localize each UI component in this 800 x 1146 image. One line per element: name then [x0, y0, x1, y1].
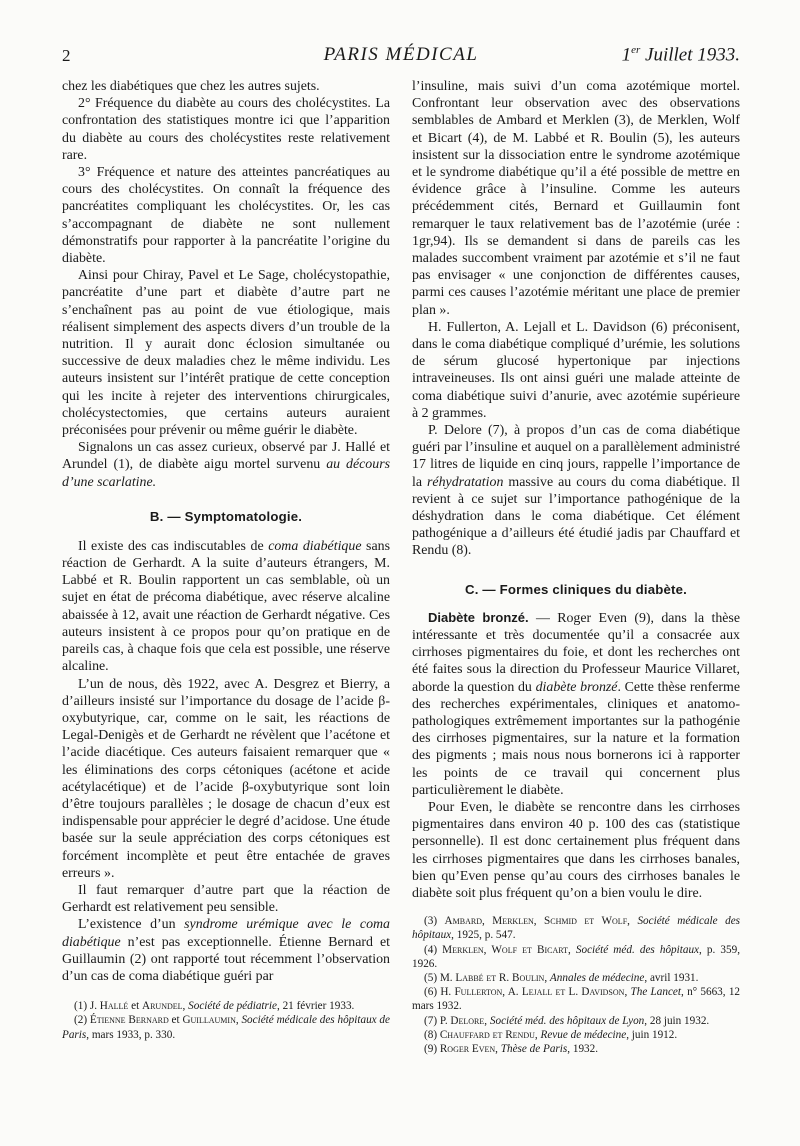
footnote: (3) Ambard, Merklen, Schmid et Wolf, Société médicale des hôpitaux, 1925, p. 547.: [412, 915, 741, 942]
footnote: (2) Étienne Bernard et Guillaumin, Société médicale des hôpitaux de Paris, mars 1933, p. 330.: [62, 1014, 390, 1041]
right-column: [412, 78, 740, 1056]
paragraph: chez les diabétiques que chez les autres sujets.: [62, 79, 320, 94]
footnote: (7) P. Delore, Société méd. des hôpitaux de Lyon, 28 juin 1932.: [424, 1014, 710, 1027]
footnote: (6) H. Fullerton, A. Lejall et L. Davidson, The Lancet, n° 5663, 12 mars 1932.: [412, 986, 741, 1013]
paragraph: Signalons un cas assez curieux, observé par J. Hallé et Arundel (1), de diabète aigu mortel survenu au décours d’une scarlatine.: [62, 440, 391, 490]
section-heading-b: B. — Symptomatologie.: [149, 508, 303, 524]
paragraph: 3° Fréquence et nature des atteintes pancréatiques au cours des cholécystites. On connaît la fréquence des pancréatites compliquant les cholécystites. Or, les cas s’accompagnant de diabète ne sont nullement démonstratifs pour rapporter à la pancréatite l’origine du diabète.: [62, 165, 390, 267]
footnotes-right: [412, 914, 740, 1056]
paragraph: H. Fullerton, A. Lejall et L. Davidson (6) préconisent, dans le coma diabétique compliqué d’urémie, les solutions de sérum glucosé hypertonique par injections intraveineuses. Ils ont ainsi guéri une malade atteinte de coma diabétique suivi d’anurie, avec azotémie supérieure à 2 grammes.: [412, 319, 740, 421]
paragraph: Il faut remarquer d’autre part que la réaction de Gerhardt est relativement peu sensible.: [62, 882, 390, 916]
footnotes-left: [62, 999, 390, 1042]
page-header: [62, 44, 740, 72]
paragraph: Diabète bronzé. — Roger Even (9), dans la thèse intéressante et très documentée qu’il a consacrée aux cirrhoses pigmentaires du foie, et dont les recherches ont été faites sous la direction du Professeur Maurice Villaret, aborde la question du diabète bronzé. Cette thèse renferme des recherches expérimentales, cliniques et anatomo-pathologiques extrêmement importantes sur la pathogénie des cirrhoses pigmentaires, sur la nature et la formation des pigments ; mais nous nous bornerons ici à rapporter les points de ce travail qui concernent plus particulièrement le diabète.: [412, 609, 741, 798]
paragraph: Ainsi pour Chiray, Pavel et Le Sage, cholécystopathie, pancréatite d’une part et diabète d’autre part ne s’enchaînent pas au point de vue étiologique, mais réalisent simplement des aspects divers d’un trouble de la nutrition. Il y aurait donc éclosion simultanée ou successive de deux maladies chez le même individu. Les auteurs insistent sur l’intérêt pratique de cette conception qui les incite à rejeter des interventions chirurgicales, cholécystectomies, que certains auteurs auraient préconisées pour prévenir ou même guérir le diabète.: [62, 268, 390, 439]
journal-title: PARIS MÉDICAL: [323, 44, 479, 65]
paragraph: l’insuline, mais suivi d’un coma azotémique mortel. Confrontant leur observation avec des observations semblables de Ambard et Merklen (3), de Merklen, Wolf et Bicart (4), de M. Labbé et R. Boulin (5), les auteurs insistent sur la dissociation entre le syndrome azotémique et le syndrome diabétique qu’il a été possible de mettre en évidence grâce à l’insuline. Comme les auteurs précédemment cités, Bernard et Guillaumin font remarquer le taux relativement bas de l’azotémie (urée : 1gr,94). Ils se demandent si dans de pareils cas les malades succombent vraiment par azotémie et s’il ne faut pas envisager « une conjonction de différentes causes, parmi ces causes l’azotémie méritant une place de premier plan ».: [412, 79, 740, 318]
paragraph: Pour Even, le diabète se rencontre dans les cirrhoses pigmentaires dans environ 40 p. 100 des cas (statistique personnelle). Il est donc certainement plus fréquent dans les cirrhoses pigmentaires que dans les cirrhoses banales, bien qu’Even pense qu’au cours des cirrhoses banales le diabète soit plus fréquent qu’on a bien voulu le dire.: [412, 799, 740, 901]
footnote: (8) Chauffard et Rendu, Revue de médecine, juin 1912.: [424, 1028, 678, 1041]
section-heading-c: C. — Formes cliniques du diabète.: [464, 581, 688, 597]
footnote: (1) J. Hallé et Arundel, Société de pédiatrie, 21 février 1933.: [74, 1000, 355, 1013]
paragraph: L’un de nous, dès 1922, avec A. Desgrez et Bierry, a d’ailleurs insisté sur l’importance du dosage de l’acide β-oxybutyrique, car, comme on le sait, les réactions de Legal-Denigès et de Gerhardt ne révèlent que l’acétone et l’acide diacétique. Ces auteurs faisaient remarquer que « les éliminations des corps cétoniques (acétone et acide acétylacétique) et de l’acide β-oxybutyrique sont loin d’être toujours parallèles ; le dosage de chacun d’eux est indispensable pour apprécier le degré d’acidose. Une étude basée sur la seule appréciation des corps cétoniques est forcément incomplète et peut être entachée de graves erreurs ».: [62, 676, 390, 881]
footnote: (9) Roger Even, Thèse de Paris, 1932.: [424, 1042, 599, 1055]
paragraph: Il existe des cas indiscutables de coma diabétique sans réaction de Gerhardt. A la suite d’auteurs étrangers, M. Labbé et R. Boulin rapportent un cas semblable, où un sujet en état de précoma diabétique, avec réserve alcaline abaissée à 12, avait une réaction de Gerhardt négative. Ces auteurs insistent à ce propos pour qu’on pratique en de pareils cas, à chaque fois que cela est possible, une réserve alcaline.: [62, 538, 390, 675]
paragraph: 2° Fréquence du diabète au cours des cholécystites. La confrontation des statistiques montre ici que l’apparition du diabète au cours des cholécystites reste relativement rare.: [62, 96, 390, 163]
issue-date: 1er Juillet 1933.: [621, 44, 740, 66]
footnote: (4) Merklen, Wolf et Bicart, Société méd. des hôpitaux, p. 359, 1926.: [412, 943, 741, 970]
left-column: [62, 78, 390, 1042]
page-number: 2: [62, 46, 71, 65]
footnote: (5) M. Labbé et R. Boulin, Annales de médecine, avril 1931.: [424, 971, 699, 984]
paragraph: L’existence d’un syndrome urémique avec le coma diabétique n’est pas exceptionnelle. Étienne Bernard et Guillaumin (2) ont rapporté tout récemment l’observation d’un cas de coma diabétique guéri par: [62, 917, 391, 984]
paragraph: P. Delore (7), à propos d’un cas de coma diabétique guéri par l’insuline et auquel on a parallèlement administré 17 litres de liquide en cinq jours, rappelle l’importance de la réhydratation massive au cours du coma diabétique. Il revient à ce sujet sur l’importance pathogénique de la déshydration dans le coma diabétique. Cet élément pathogénique a d’ailleurs été étudié jadis par Chauffard et Rendu (8).: [412, 423, 741, 559]
